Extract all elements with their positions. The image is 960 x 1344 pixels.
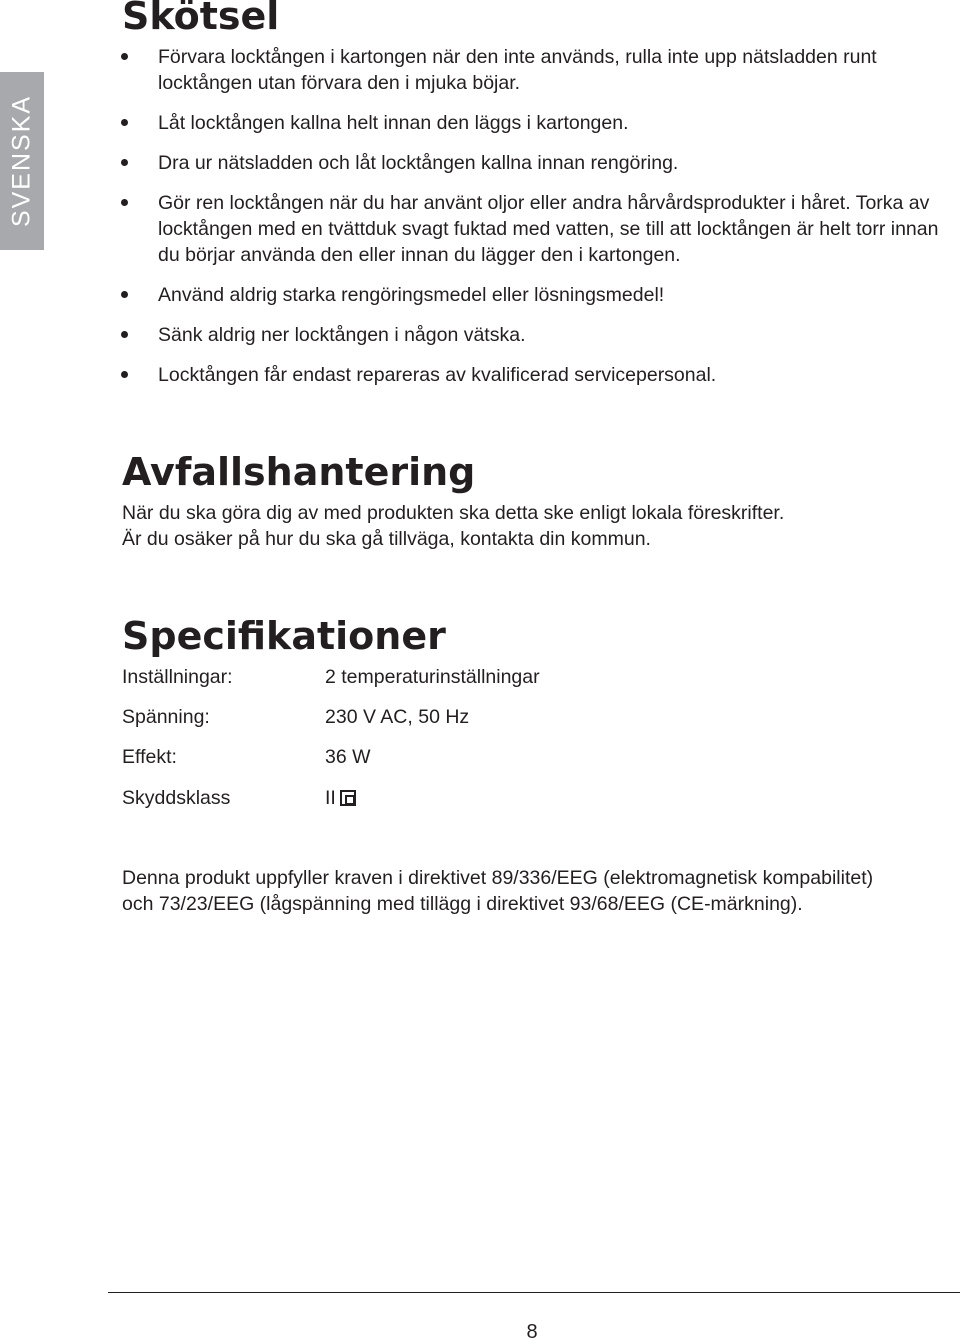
page-number: 8 <box>526 1321 538 1343</box>
care-item: Använd aldrig starka rengöringsmedel eller lösningsmedel! <box>158 282 958 308</box>
language-side-tab <box>0 72 44 250</box>
care-heading: Skötsel <box>122 0 280 38</box>
compliance-text-line: Denna produkt uppfyller kraven i direktivet 89/336/EEG (elektromagnetisk kompabilitet) <box>122 867 874 889</box>
spec-row-power <box>122 744 822 770</box>
spec-label: Effekt: <box>122 746 177 768</box>
compliance-text-line: och 73/23/EEG (lågspänning med tillägg i direktivet 93/68/EEG (CE-märkning). <box>122 893 803 915</box>
footer-divider <box>108 1292 960 1293</box>
spec-label: Skyddsklass <box>122 787 231 809</box>
spec-row-voltage <box>122 704 822 730</box>
disposal-heading: Avfallshantering <box>122 450 476 494</box>
care-item: Dra ur nätsladden och låt locktången kallna innan rengöring. <box>158 150 958 176</box>
spec-row-protection-class <box>122 785 822 811</box>
spec-row-settings <box>122 664 822 690</box>
disposal-text-line: När du ska göra dig av med produkten ska detta ske enligt lokala föreskrifter. <box>122 502 785 524</box>
spec-value-protection-class <box>325 785 356 811</box>
care-item: Gör ren locktången när du har använt oljor eller andra hårvårdsprodukter i håret. Torka av locktången med en tvättduk svagt fuktad med vatten, se till att locktången är helt torr innan du börjar använda den eller innan du lägger den i kartongen. <box>158 190 958 268</box>
care-item: Sänk aldrig ner locktången i någon vätska. <box>158 322 958 348</box>
care-item: Låt locktången kallna helt innan den läggs i kartongen. <box>158 110 958 136</box>
care-item: Locktången får endast repareras av kvalificerad servicepersonal. <box>158 362 958 388</box>
specs-heading: Specifikationer <box>122 614 446 658</box>
spec-value: II <box>325 787 336 809</box>
disposal-text-line: Är du osäker på hur du ska gå tillväga, kontakta din kommun. <box>122 528 651 550</box>
spec-value: 36 W <box>325 746 371 768</box>
spec-label: Spänning: <box>122 706 210 728</box>
language-tab-label: SVENSKA <box>7 94 36 228</box>
spec-value: 2 temperaturinställningar <box>325 666 540 688</box>
spec-value: 230 V AC, 50 Hz <box>325 706 470 728</box>
spec-label: Inställningar: <box>122 666 233 688</box>
care-item: Förvara locktången i kartongen när den inte används, rulla inte upp nätsladden runt locktången utan förvara den i mjuka böjar. <box>158 44 958 96</box>
care-list <box>158 44 958 388</box>
double-insulation-icon <box>340 790 356 806</box>
